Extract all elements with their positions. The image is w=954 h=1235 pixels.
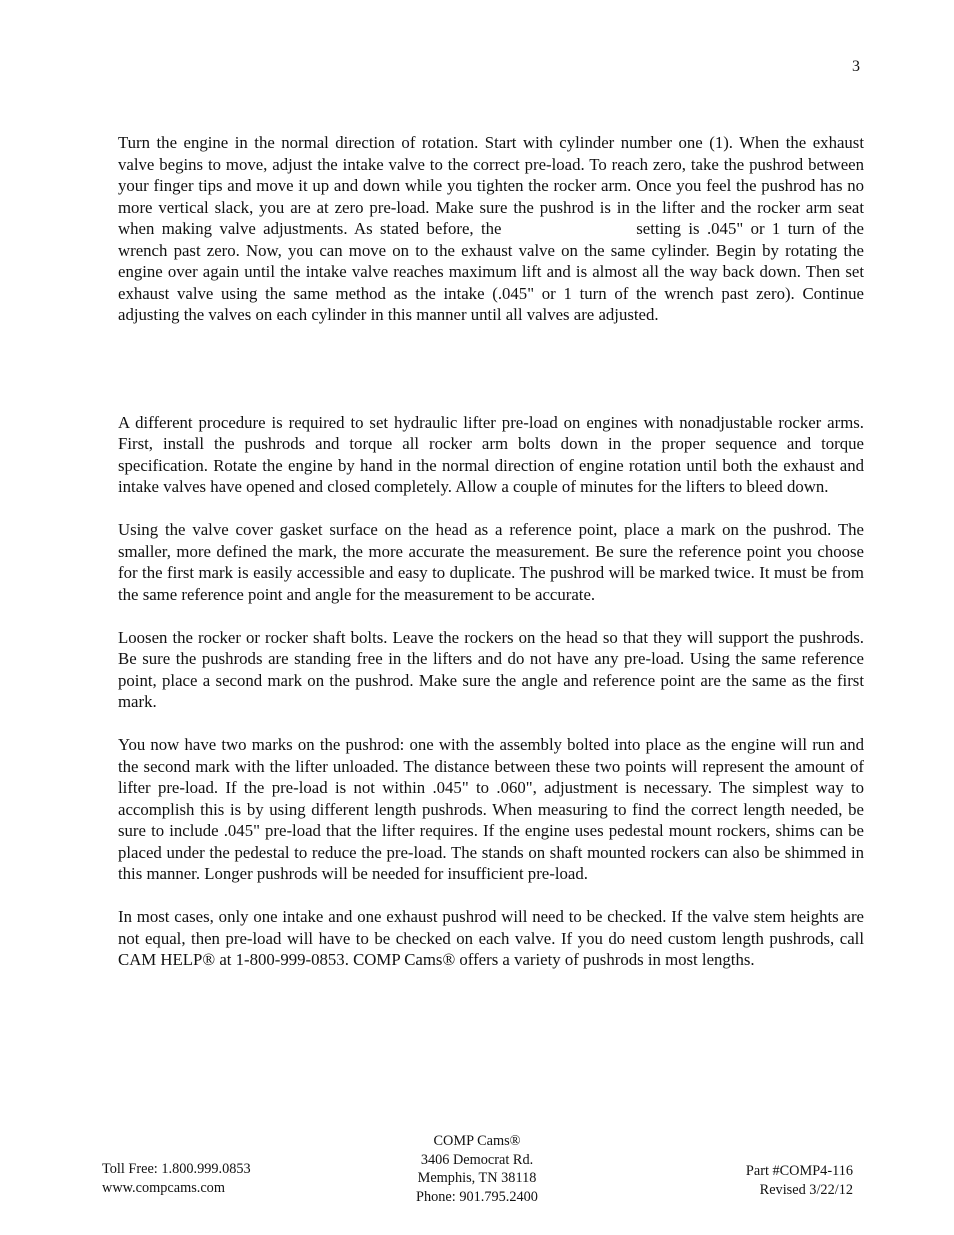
page-footer	[0, 1132, 954, 1212]
paragraph-custom-pushrods: In most cases, only one intake and one exhaust pushrod will need to be checked. If the valve stem heights are not equal, then pre-load will have to be checked on each valve. If you do need custom length pushrods, call CAM HELP® at 1-800-999-0853. COMP Cams® offers a variety of pushrods in most lengths.	[118, 907, 864, 969]
paragraph-second-mark: Loosen the rocker or rocker shaft bolts. Leave the rockers on the head so that they will support the pushrods. Be sure the pushrods are standing free in the lifters and do not have any pre-load. Using the same reference point, place a second mark on the pushrod. Make sure the angle and reference point are the same as the first mark.	[118, 627, 864, 711]
paragraph-reference-mark: Using the valve cover gasket surface on the head as a reference point, place a mark on the pushrod. The smaller, more defined the mark, the more accurate the measurement. Be sure the reference point you choose for the first mark is easily accessible and easy to duplicate. The pushrod will be marked twice. It must be from the same reference point and angle for the measurement to be accurate.	[118, 520, 864, 604]
street-address: 3406 Democrat Rd.	[420, 1151, 534, 1168]
paragraph-text: setting is .045" or 1 turn of the wrench past zero. Now, you can move on to the exhaust valve on the same cylinder. Begin by rotating the engine over again until the intake valve reaches maximum lift and is almost all the way back down. Then set exhaust valve using the same method as the intake (.045" or 1 turn of the wrench past zero). Continue adjusting the valves on each cylinder in this manner until all valves are adjusted.	[118, 219, 864, 324]
page-number: 3	[852, 58, 860, 75]
footer-part-info	[746, 1162, 853, 1199]
paragraph-measure-preload: You now have two marks on the pushrod: one with the assembly bolted into place as the engine will run and the second mark with the lifter unloaded. The distance between these two points will represent the amount of lifter pre-load. If the pre-load is not within .045" to .060", adjustment is necessary. The simplest way to accomplish this is by using different length pushrods. When measuring to find the correct length needed, be sure to include .045" pre-load that the lifter requires. If the engine uses pedestal mount rockers, shims can be placed under the pedestal to reduce the pre-load. The stands on shaft mounted rockers can also be shimmed in this manner. Longer pushrods will be needed for insufficient pre-load.	[118, 735, 864, 883]
part-number: Part #COMP4-116	[745, 1163, 853, 1179]
revision-date: Revised 3/22/12	[759, 1181, 853, 1198]
phone-number: Phone: 901.795.2400	[416, 1188, 538, 1205]
toll-free-number: Toll Free: 1.800.999.0853	[102, 1161, 251, 1177]
paragraph-intake-adjustment	[118, 132, 864, 326]
document-body	[118, 132, 864, 971]
company-name: COMP Cams®	[433, 1133, 521, 1149]
website-link[interactable]: www.compcams.com	[102, 1179, 225, 1196]
paragraph-text: Turn the engine in the normal direction of rotation. Start with cylinder number one (1). When the exhaust valve begins to move, adjust the intake valve to the correct pre-load. To reach zero, take the pushrod between your finger tips and move it up and down while you tighten the rocker arm. Once you feel the pushrod has no more vertical slack, you are at zero pre-load. Make sure the pushrod is in the lifter and the rocker arm seat when making valve adjustments. As stated before, the	[118, 133, 864, 238]
paragraph-nonadjustable-procedure: A different procedure is required to set hydraulic lifter pre-load on engines with nonadjustable rocker arms. First, install the pushrods and torque all rocker arm bolts down in the proper sequence and torque specification. Rotate the engine by hand in the normal direction of engine rotation until both the exhaust and intake valves have opened and closed completely. Allow a couple of minutes for the lifters to bleed down.	[118, 412, 864, 496]
city-state-zip: Memphis, TN 38118	[417, 1170, 537, 1186]
